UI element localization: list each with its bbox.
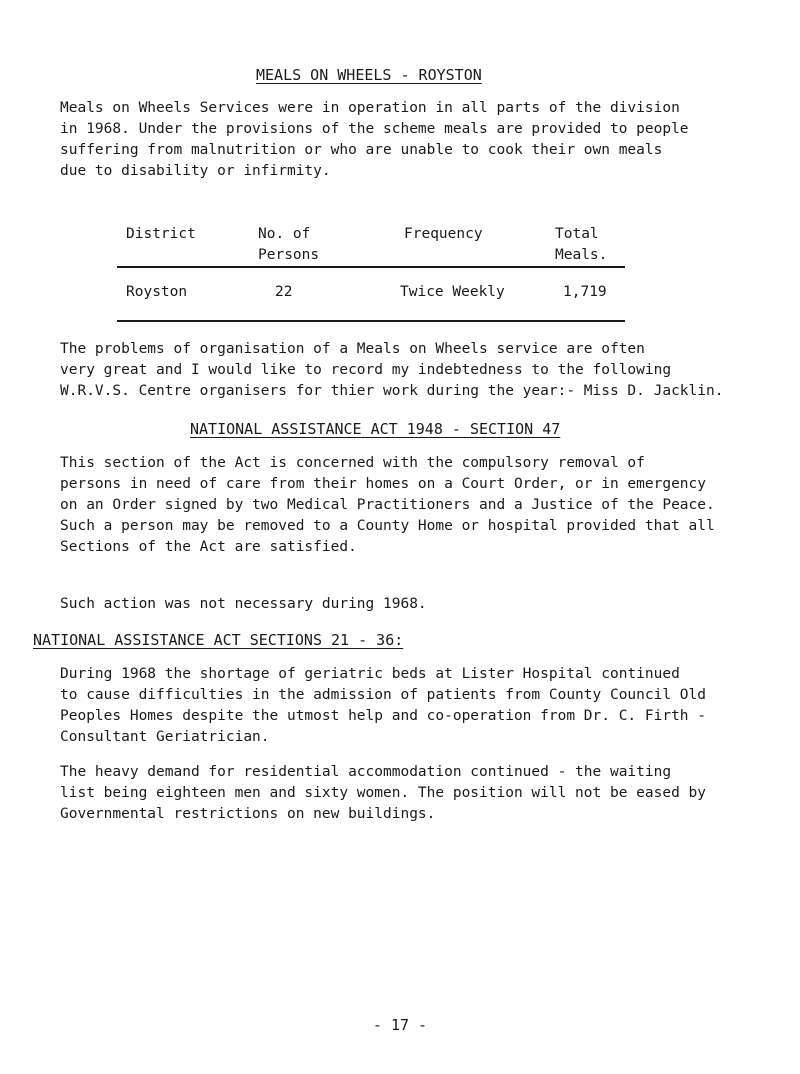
- text-line: list being eighteen men and sixty women. The position will not be eased by: [60, 785, 707, 801]
- table-bottom-rule: [117, 320, 625, 322]
- text-line: During 1968 the shortage of geriatric beds at Lister Hospital continued: [60, 666, 680, 682]
- header-district: District: [126, 226, 196, 242]
- text-line: This section of the Act is concerned with the compulsory removal of: [60, 455, 645, 471]
- sections21-paragraph-1: [60, 664, 760, 748]
- text-line: to cause difficulties in the admission of patients from County Council Old: [60, 687, 707, 703]
- section47-heading: NATIONAL ASSISTANCE ACT 1948 - SECTION 47: [190, 420, 561, 438]
- text-line: Governmental restrictions on new buildings.: [60, 806, 436, 822]
- text-line: Such a person may be removed to a County Home or hospital provided that all: [60, 518, 715, 534]
- meals-intro-paragraph: [60, 98, 760, 182]
- header-persons-line1: No. of: [258, 226, 311, 242]
- text-line: W.R.V.S. Centre organisers for thier work during the year:- Miss D. Jacklin.: [60, 383, 724, 399]
- cell-district: Royston: [126, 284, 188, 300]
- text-line: Meals on Wheels Services were in operation in all parts of the division: [60, 100, 680, 116]
- cell-frequency: Twice Weekly: [400, 284, 505, 300]
- text-line: Consultant Geriatrician.: [60, 729, 270, 745]
- sections21-paragraph-2: [60, 762, 760, 825]
- section47-note: [60, 594, 760, 615]
- header-total-line1: Total: [555, 226, 599, 242]
- header-frequency: Frequency: [404, 226, 483, 242]
- meals-heading: MEALS ON WHEELS - ROYSTON: [256, 66, 482, 84]
- text-line: suffering from malnutrition or who are unable to cook their own meals: [60, 142, 663, 158]
- text-line: The heavy demand for residential accommodation continued - the waiting: [60, 764, 672, 780]
- table-header-rule: [117, 266, 625, 268]
- page-number: - 17 -: [372, 1016, 428, 1034]
- text-line: Such action was not necessary during 1968.: [60, 596, 427, 612]
- text-line: Sections of the Act are satisfied.: [60, 539, 357, 555]
- cell-total: 1,719: [563, 284, 607, 300]
- text-line: very great and I would like to record my indebtedness to the following: [60, 362, 672, 378]
- header-total-line2: Meals.: [555, 247, 608, 263]
- text-line: due to disability or infirmity.: [60, 163, 331, 179]
- text-line: on an Order signed by two Medical Practitioners and a Justice of the Peace.: [60, 497, 715, 513]
- text-line: persons in need of care from their homes on a Court Order, or in emergency: [60, 476, 707, 492]
- meals-problems-paragraph: [60, 339, 760, 402]
- cell-persons: 22: [275, 284, 293, 300]
- text-line: The problems of organisation of a Meals on Wheels service are often: [60, 341, 645, 357]
- section47-paragraph: [60, 453, 760, 558]
- text-line: in 1968. Under the provisions of the scheme meals are provided to people: [60, 121, 689, 137]
- header-persons-line2: Persons: [258, 247, 320, 263]
- text-line: Peoples Homes despite the utmost help and co-operation from Dr. C. Firth -: [60, 708, 707, 724]
- sections21-heading: NATIONAL ASSISTANCE ACT SECTIONS 21 - 36:: [33, 631, 404, 649]
